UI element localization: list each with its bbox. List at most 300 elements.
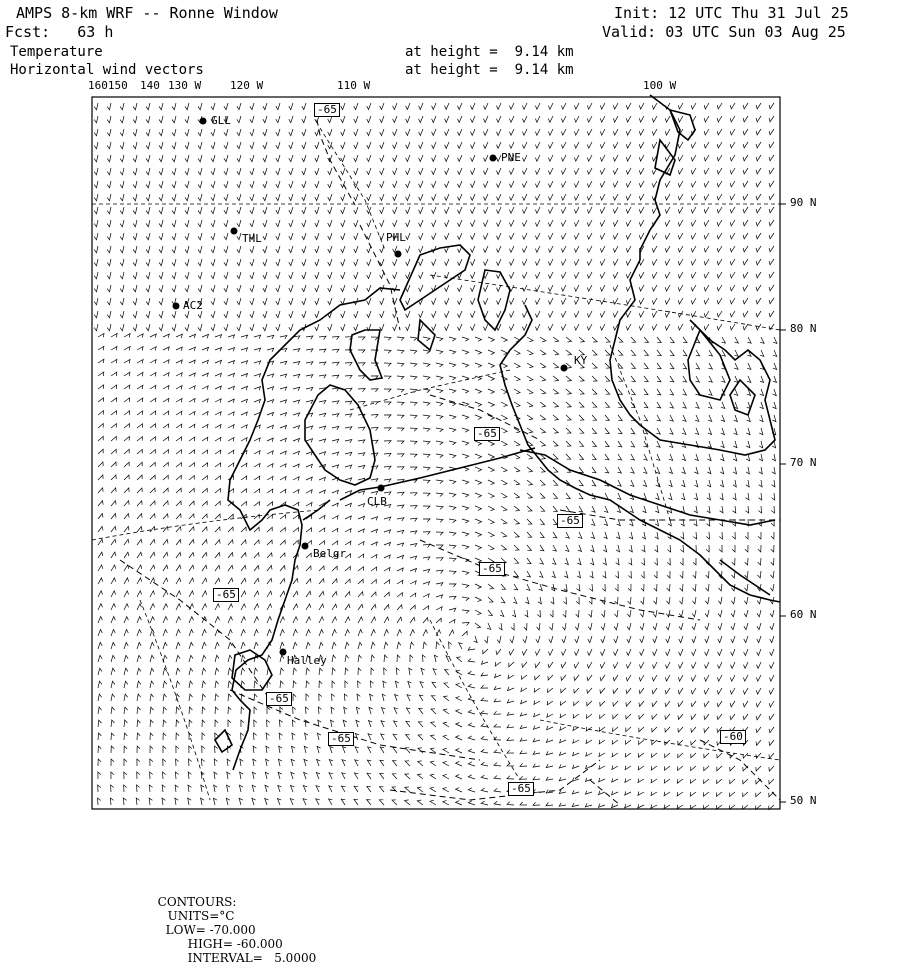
wind-vector: [719, 545, 722, 552]
wind-vector: [345, 465, 352, 469]
wind-vector: [423, 415, 430, 419]
wind-vector: [548, 298, 553, 304]
wind-vector: [665, 272, 670, 278]
wind-vector: [94, 272, 98, 279]
wind-vector: [614, 636, 618, 643]
wind-vector: [111, 655, 115, 662]
wind-vector: [667, 571, 670, 578]
wind-vector: [211, 207, 215, 214]
wind-vector: [332, 362, 339, 365]
wind-vector: [111, 720, 114, 727]
wind-vector: [176, 501, 181, 506]
wind-vector: [345, 642, 349, 649]
wind-vector: [443, 722, 449, 727]
wind-vector: [458, 220, 463, 226]
wind-vector: [423, 363, 430, 367]
wind-vector: [124, 655, 128, 662]
wind-vector: [644, 389, 648, 395]
wind-vector: [133, 246, 137, 253]
wind-vector: [215, 720, 218, 727]
wind-vector: [137, 411, 143, 415]
wind-vector: [665, 194, 670, 200]
wind-vector: [371, 567, 377, 571]
wind-vector: [393, 285, 397, 292]
wind-vector: [522, 298, 527, 304]
wind-vector: [587, 246, 592, 252]
wind-vector: [574, 142, 579, 148]
wind-vector: [746, 467, 749, 474]
wind-vector: [215, 348, 222, 352]
wind-vector: [730, 220, 735, 226]
wind-vector: [185, 259, 189, 266]
wind-vector: [618, 415, 622, 421]
wind-vector: [315, 194, 319, 201]
wind-vector: [474, 636, 478, 643]
wind-vector: [215, 578, 220, 584]
wind-vector: [681, 532, 684, 539]
wind-vector: [240, 759, 243, 766]
wind-vector: [471, 311, 476, 317]
wind-vector: [397, 593, 402, 597]
wind-vector: [566, 493, 570, 499]
wind-vector: [306, 336, 313, 339]
wind-vector: [600, 324, 605, 330]
wind-vector: [367, 168, 371, 175]
wind-vector: [202, 668, 206, 675]
wind-vector: [280, 668, 284, 675]
wind-vector: [449, 337, 456, 341]
wind-vector: [445, 103, 449, 109]
wind-vector: [615, 571, 618, 578]
wind-vector: [731, 610, 735, 617]
wind-vector: [146, 103, 150, 110]
wind-vector: [379, 800, 384, 805]
wind-vector: [345, 592, 350, 597]
wind-vector: [656, 454, 660, 460]
wind-vector: [501, 337, 507, 342]
wind-vector: [587, 155, 592, 161]
wind-vector: [185, 142, 189, 149]
wind-vector: [384, 350, 391, 353]
wind-vector: [665, 753, 670, 758]
wind-vector: [163, 642, 167, 649]
wind-vector: [124, 539, 129, 545]
wind-vector: [133, 272, 137, 279]
wind-vector: [743, 129, 748, 135]
wind-vector: [590, 558, 594, 565]
wind-vector: [445, 670, 449, 675]
wind-vector: [306, 349, 313, 352]
wind-vector: [124, 617, 128, 623]
wind-vector: [566, 441, 571, 446]
wind-vector: [98, 333, 104, 337]
wind-vector: [756, 792, 761, 797]
wind-vector: [730, 233, 735, 239]
wind-vector: [254, 694, 257, 701]
wind-vector: [743, 779, 748, 784]
wind-vector: [423, 350, 430, 354]
wind-vector: [315, 311, 319, 318]
wind-vector: [124, 707, 128, 714]
wind-vector: [643, 454, 647, 460]
wind-vector: [756, 142, 761, 148]
wind-vector: [574, 116, 579, 122]
wind-vector: [406, 194, 410, 201]
wind-vector: [395, 694, 399, 701]
wind-vector: [98, 785, 101, 792]
wind-vector: [254, 399, 261, 403]
wind-vector: [743, 233, 748, 239]
wind-vector: [664, 792, 670, 796]
wind-vector: [743, 168, 748, 174]
wind-vector: [202, 707, 205, 714]
wind-vector: [328, 207, 332, 214]
wind-vector: [189, 746, 192, 753]
wind-vector: [756, 285, 761, 291]
wind-vector: [176, 746, 179, 753]
wind-vector: [589, 584, 592, 591]
wind-vector: [540, 389, 546, 394]
wind-vector: [458, 259, 463, 265]
wind-vector: [280, 578, 285, 584]
wind-vector: [678, 298, 683, 304]
wind-vector: [652, 688, 657, 694]
wind-vector: [241, 540, 246, 545]
wind-vector: [756, 168, 761, 174]
wind-vector: [397, 655, 400, 662]
wind-vector: [406, 735, 410, 740]
wind-vector: [354, 246, 358, 253]
wind-vector: [159, 207, 163, 214]
wind-vector: [94, 207, 98, 214]
wind-vector: [560, 739, 566, 743]
wind-vector: [704, 155, 709, 161]
wind-vector: [228, 681, 232, 688]
wind-vector: [566, 389, 571, 394]
wind-vector: [756, 246, 761, 252]
wind-vector: [241, 707, 244, 714]
wind-vector: [263, 142, 267, 149]
wind-vector: [280, 540, 285, 545]
wind-vector: [638, 779, 644, 783]
wind-vector: [488, 519, 494, 524]
wind-vector: [628, 571, 631, 578]
wind-vector: [756, 207, 761, 213]
wind-vector: [332, 642, 336, 649]
wind-vector: [397, 617, 402, 623]
wind-vector: [539, 584, 543, 591]
wind-vector: [495, 674, 502, 678]
wind-vector: [406, 311, 410, 318]
wind-vector: [107, 324, 111, 331]
wind-vector: [98, 449, 103, 454]
wind-vector: [443, 709, 449, 714]
wind-vector: [276, 220, 280, 227]
wind-vector: [681, 493, 685, 500]
wind-vector: [553, 428, 558, 433]
wind-vector: [356, 707, 360, 714]
wind-vector: [652, 246, 657, 252]
wind-vector: [678, 155, 683, 161]
wind-vector: [98, 642, 102, 649]
wind-vector: [267, 464, 273, 468]
wind-vector: [579, 467, 583, 473]
wind-vector: [599, 753, 605, 757]
wind-vector: [237, 116, 241, 123]
wind-vector: [150, 746, 153, 753]
wind-vector: [302, 116, 306, 123]
wind-vector: [520, 713, 527, 717]
wind-vector: [573, 752, 579, 756]
wind-vector: [237, 129, 241, 136]
wind-vector: [770, 649, 774, 656]
wind-vector: [280, 374, 287, 378]
wind-vector: [760, 389, 764, 396]
wind-vector: [215, 604, 220, 610]
wind-vector: [241, 553, 246, 558]
wind-vector: [133, 207, 137, 214]
wind-vector: [758, 506, 761, 513]
wind-vector: [228, 707, 231, 714]
wind-vector: [358, 604, 363, 610]
wind-vector: [215, 694, 219, 701]
wind-vector: [652, 675, 657, 681]
wind-vector: [644, 415, 648, 421]
wind-vector: [730, 103, 735, 109]
wind-vector: [124, 604, 129, 610]
wind-vector: [98, 475, 103, 480]
wind-vector: [587, 714, 593, 718]
wind-vector: [586, 740, 592, 744]
wind-vector: [652, 285, 657, 291]
wind-vector: [111, 488, 116, 493]
wind-vector: [341, 207, 345, 214]
wind-vector: [458, 324, 463, 330]
wind-vector: [484, 246, 489, 252]
wind-vector: [449, 493, 456, 497]
wind-vector: [757, 662, 762, 668]
wind-vector: [189, 437, 195, 441]
wind-vector: [202, 334, 209, 338]
wind-vector: [704, 753, 709, 758]
wind-vector: [278, 772, 282, 779]
wind-vector: [159, 103, 163, 110]
wind-vector: [176, 591, 181, 597]
wind-vector: [304, 746, 308, 753]
wind-vector: [250, 285, 254, 292]
wind-vector: [98, 681, 102, 688]
wind-vector: [211, 129, 215, 136]
wind-vector: [436, 519, 443, 522]
wind-vector: [484, 324, 489, 330]
wind-vector: [630, 480, 634, 486]
wind-vector: [163, 488, 168, 493]
wind-vector: [772, 454, 776, 461]
wind-vector: [559, 803, 566, 806]
wind-vector: [475, 584, 481, 589]
wind-vector: [384, 542, 391, 546]
wind-vector: [600, 142, 605, 148]
wind-vector: [683, 363, 687, 369]
wind-vector: [198, 155, 202, 162]
wind-vector: [315, 155, 319, 162]
wind-vector: [458, 298, 463, 304]
wind-vector: [107, 311, 111, 318]
wind-vector: [163, 591, 168, 597]
wind-vector: [708, 428, 712, 435]
wind-vector: [98, 488, 103, 493]
wind-vector: [107, 155, 111, 162]
wind-vector: [215, 655, 219, 662]
wind-vector: [430, 787, 436, 792]
wind-vector: [665, 675, 670, 681]
wind-vector: [163, 565, 168, 571]
wind-vector: [367, 311, 371, 318]
wind-vector: [111, 746, 114, 753]
wind-vector: [293, 642, 297, 649]
wind-vector: [163, 514, 168, 519]
wind-vector: [631, 376, 635, 382]
wind-vector: [600, 272, 605, 278]
wind-vector: [626, 116, 631, 122]
wind-vector: [410, 630, 415, 636]
wind-vector: [380, 194, 384, 201]
wind-vector: [107, 207, 111, 214]
wind-vector: [444, 683, 449, 688]
wind-vector: [693, 532, 696, 539]
wind-vector: [328, 272, 332, 279]
wind-vector: [758, 571, 762, 578]
wind-vector: [708, 376, 712, 382]
wind-vector: [644, 363, 648, 369]
wind-vector: [587, 129, 592, 135]
wind-vector: [654, 597, 658, 604]
wind-vector: [678, 272, 683, 278]
wind-vector: [211, 233, 215, 240]
wind-vector: [224, 246, 228, 253]
wind-vector: [769, 246, 774, 252]
wind-vector: [540, 428, 546, 433]
wind-vector: [613, 701, 618, 706]
wind-vector: [579, 454, 584, 459]
wind-vector: [345, 566, 350, 571]
wind-vector: [756, 324, 761, 330]
wind-vector: [410, 441, 417, 444]
wind-vector: [172, 155, 176, 162]
contours-interval: INTERVAL= 5.0000: [187, 951, 317, 965]
station-label-pne: PNE: [501, 151, 521, 164]
wind-vector: [449, 630, 454, 636]
wind-vector: [471, 194, 476, 200]
wind-vector: [291, 785, 295, 792]
wind-vector: [665, 220, 670, 226]
wind-vector: [371, 415, 378, 418]
wind-vector: [124, 347, 130, 351]
wind-vector: [354, 155, 358, 162]
wind-vector: [276, 129, 280, 136]
wind-vector: [319, 349, 326, 352]
wind-vector: [535, 103, 540, 109]
wind-vector: [224, 207, 228, 214]
wind-vector: [678, 688, 683, 694]
wind-vector: [587, 207, 592, 213]
wind-vector: [770, 584, 774, 591]
wind-vector: [550, 610, 553, 617]
wind-vector: [613, 168, 618, 174]
wind-vector: [254, 361, 261, 365]
wind-vector: [250, 272, 254, 279]
wind-vector: [599, 778, 605, 782]
wind-vector: [522, 649, 527, 655]
wind-vector: [371, 642, 375, 649]
wind-vector: [618, 337, 623, 342]
wind-vector: [704, 142, 709, 148]
wind-vector: [380, 760, 384, 766]
wind-vector: [185, 246, 189, 253]
wind-vector: [639, 116, 644, 122]
wind-vector: [98, 733, 101, 740]
wind-vector: [163, 617, 168, 623]
contour-label: -65: [314, 103, 340, 117]
wind-vector: [613, 129, 618, 135]
wind-vector: [772, 493, 775, 500]
wind-vector: [302, 207, 306, 214]
wind-vector: [462, 454, 469, 458]
wind-vector: [717, 714, 722, 720]
wind-vector: [133, 142, 137, 149]
wind-vector: [497, 311, 502, 317]
wind-vector: [744, 662, 749, 668]
wind-vector: [573, 739, 579, 743]
wind-vector: [484, 103, 489, 109]
wind-vector: [111, 359, 117, 363]
wind-vector: [150, 759, 153, 766]
wind-vector: [548, 272, 553, 278]
wind-vector: [507, 712, 514, 715]
wind-vector: [730, 792, 735, 797]
contour-label: -60: [720, 730, 746, 744]
wind-vector: [329, 773, 333, 779]
wind-vector: [718, 649, 722, 656]
wind-vector: [432, 181, 436, 188]
wind-vector: [756, 194, 761, 200]
wind-vector: [497, 259, 502, 265]
wind-vector: [228, 604, 233, 610]
wind-vector: [773, 350, 777, 356]
wind-vector: [756, 259, 761, 265]
wind-vector: [120, 298, 124, 305]
wind-vector: [392, 774, 397, 779]
wind-vector: [696, 363, 700, 369]
wind-vector: [652, 272, 657, 278]
wind-vector: [618, 428, 622, 434]
wind-vector: [172, 116, 176, 123]
wind-vector: [371, 517, 378, 521]
wind-vector: [98, 630, 102, 637]
station-label-thl: THL: [242, 232, 262, 245]
wind-vector: [111, 334, 117, 338]
wind-vector: [120, 220, 124, 227]
wind-vector: [587, 259, 592, 265]
wind-vector: [494, 763, 501, 766]
wind-vector: [626, 246, 631, 252]
wind-vector: [540, 467, 545, 472]
wind-vector: [241, 386, 248, 390]
wind-vector: [717, 753, 722, 758]
wind-vector: [393, 747, 397, 753]
wind-vector: [614, 649, 619, 655]
wind-vector: [484, 207, 489, 213]
